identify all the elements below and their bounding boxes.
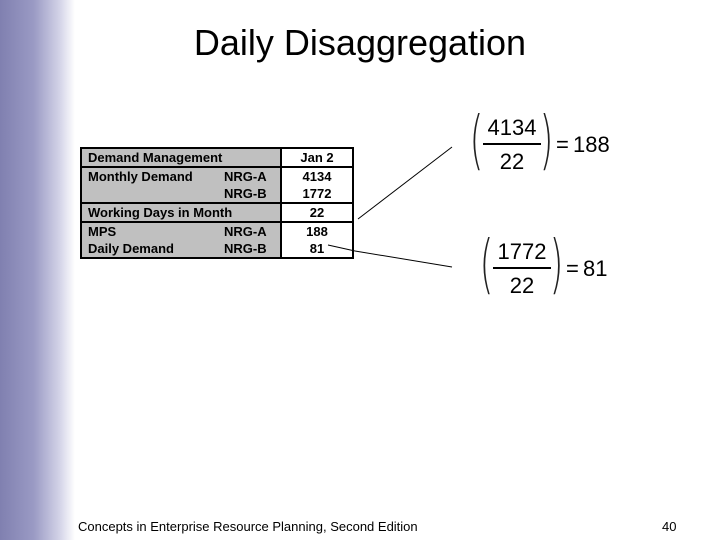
footer-book-title: Concepts in Enterprise Resource Planning, Second Edition <box>78 519 418 534</box>
fraction-denominator: 22 <box>499 148 525 174</box>
equals-sign: = <box>566 256 579 281</box>
right-paren: ) <box>549 228 564 302</box>
fraction-denominator: 22 <box>509 272 535 298</box>
equals-sign: = <box>556 132 569 157</box>
row-sub-label: NRG-B <box>218 240 281 258</box>
slide-title: Daily Disaggregation <box>193 22 527 63</box>
formula-nrg-a <box>469 104 630 179</box>
page-number: 40 <box>662 519 677 534</box>
connector-line-b <box>355 251 452 267</box>
row-label: MPS <box>81 222 218 240</box>
row-value: 4134 <box>281 167 353 185</box>
fraction-numerator: 1772 <box>497 239 547 264</box>
row-sub-label: NRG-B <box>218 185 281 203</box>
left-paren: ( <box>479 228 494 302</box>
row-value: 188 <box>281 222 353 240</box>
row-label: Monthly Demand <box>81 167 218 185</box>
connector-line-b-short <box>328 245 355 251</box>
fraction <box>492 239 552 299</box>
formula-result: 188 <box>573 132 610 157</box>
table-header-column: Jan 2 <box>281 148 353 167</box>
row-sub-label: NRG-A <box>218 222 281 240</box>
connector-line-a <box>358 147 452 219</box>
left-paren: ( <box>469 104 484 178</box>
fraction <box>482 115 542 175</box>
fraction-numerator: 4134 <box>487 115 537 140</box>
formula-result: 81 <box>583 256 608 281</box>
formula-nrg-b <box>479 228 640 303</box>
row-value: 1772 <box>281 185 353 203</box>
right-paren: ) <box>539 104 554 178</box>
table-header-label: Demand Management <box>81 148 281 167</box>
row-value: 81 <box>281 240 353 258</box>
row-value: 22 <box>281 203 353 222</box>
row-sub-label: NRG-A <box>218 167 281 185</box>
row-label: Daily Demand <box>81 240 218 258</box>
row-label: Working Days in Month <box>81 203 281 222</box>
